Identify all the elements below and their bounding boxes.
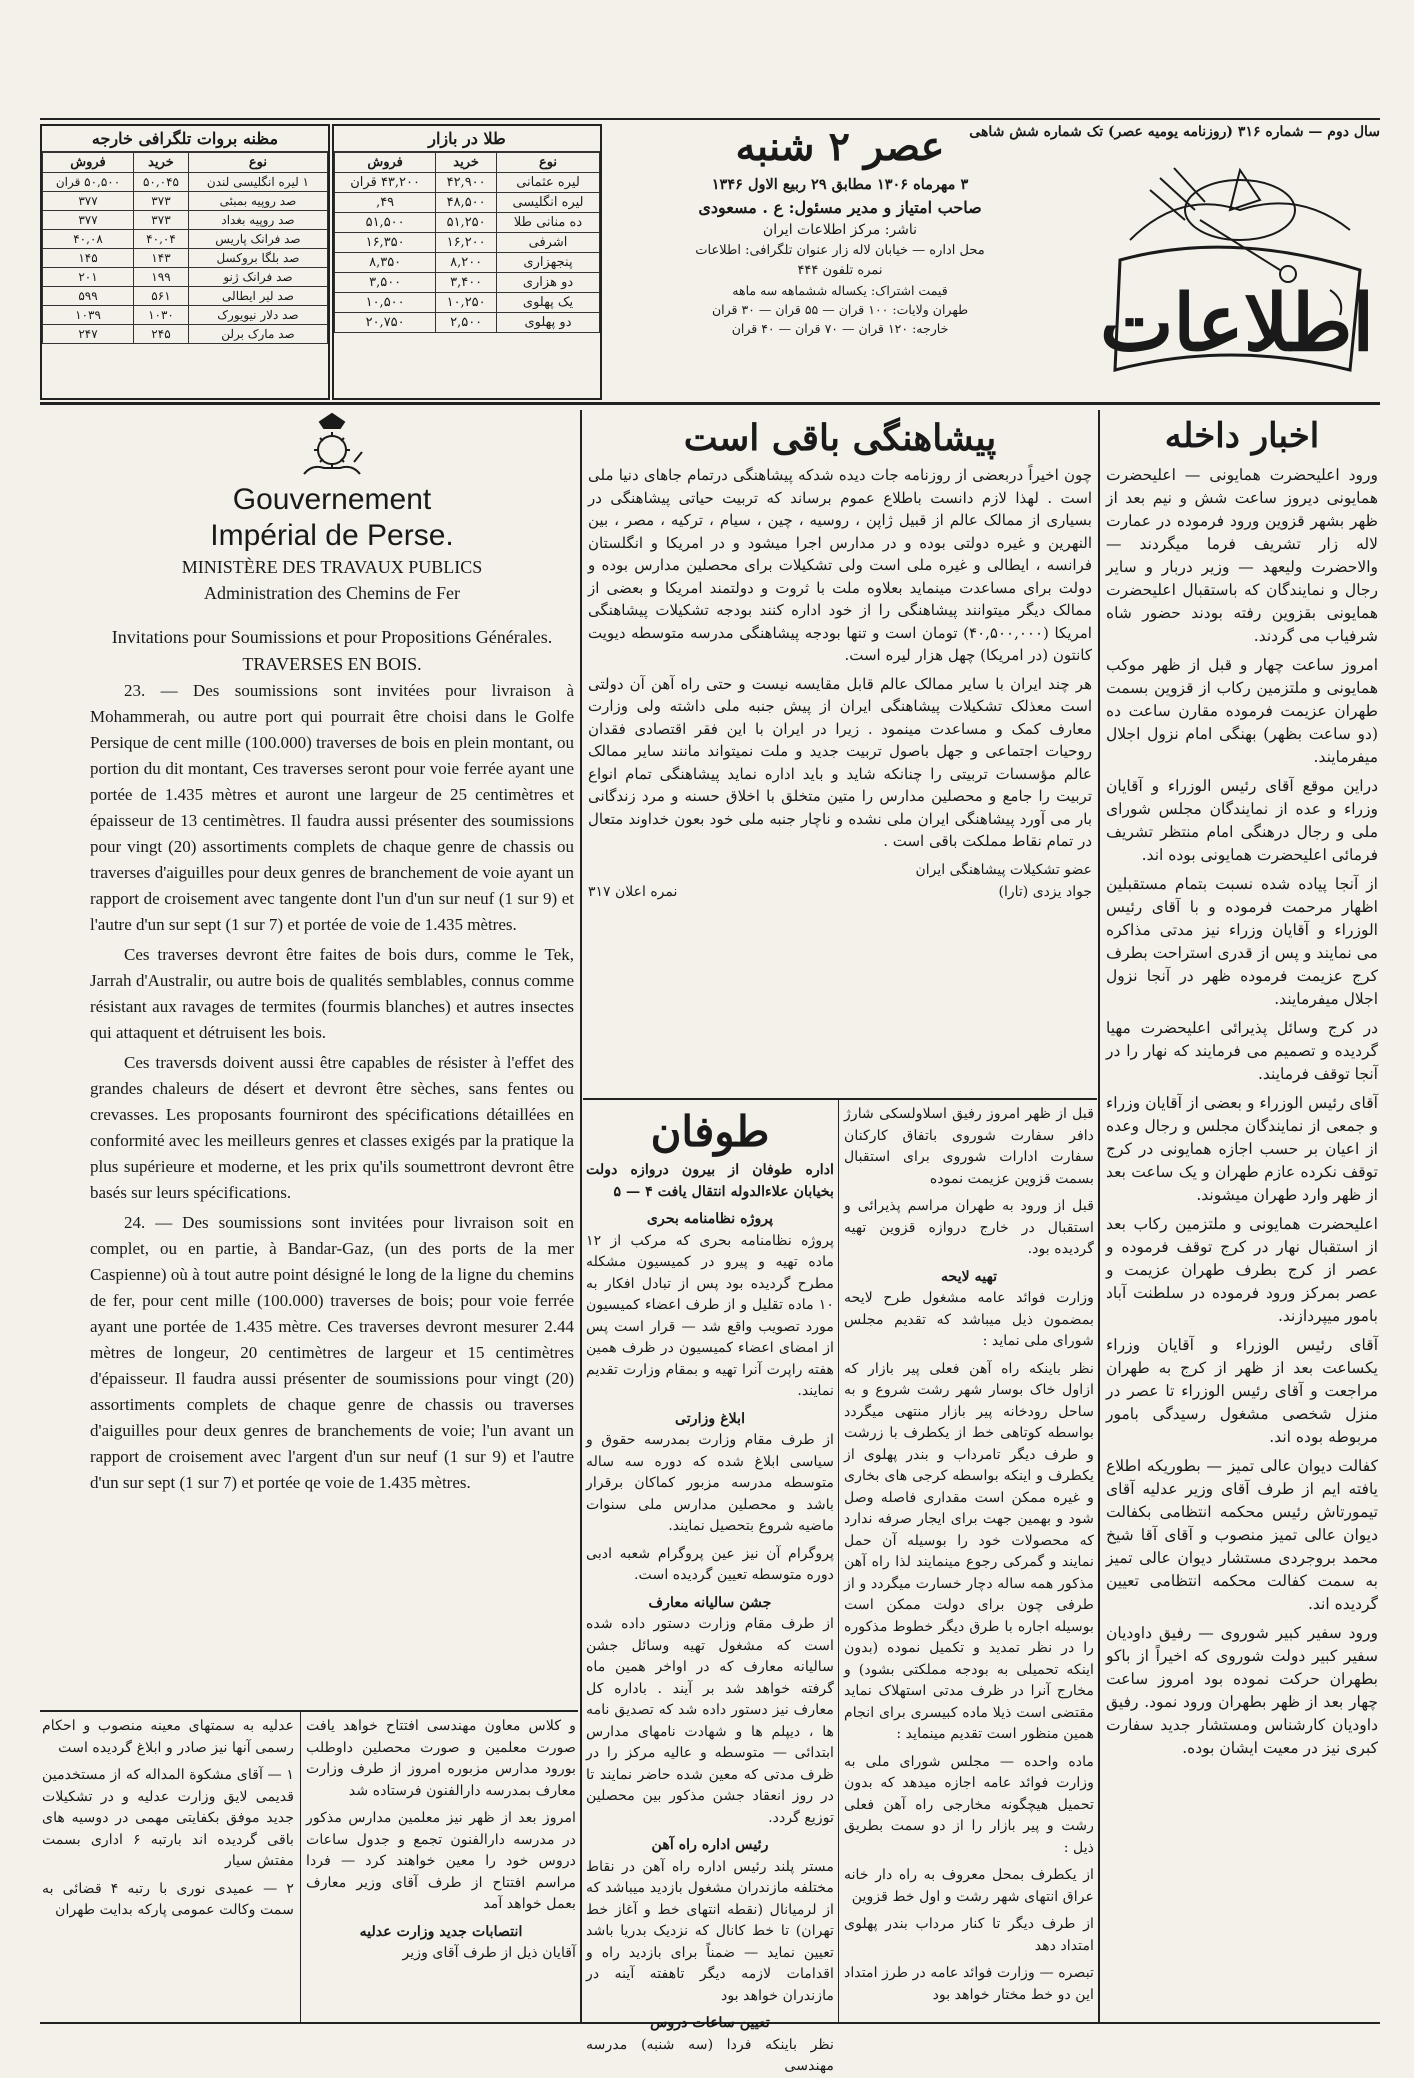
subheading: ابلاغ وزارتی xyxy=(674,1410,746,1427)
fr-paragraph: 23. — Des soumissions sont invitées pour livraison à Mohammerah, ou autre port qui pourrait être choisi dans le Golfe Persique de cent mille (100.000) traverses de bois en plein montant, ou portion du dit montant, Ces traverses seront pour voie ferrée ayant une portée de 1.435 mètres et auront une largeur de 25 centimètres et épaisseur de 13 centimètres. Il faudra aussi présenter des soumissions pour vingt (20) assortiments complets de chaque genre de chassis ou traverses d'aiguilles pour deux genres de branchement de voie ayant un rapport de croisement avec tangente dont l'un d'un sur neuf (1 sur 9) et l'autre d'un sur sept (1 sur 7) et portée de voie de 1.435 mètres. xyxy=(90,681,574,934)
cell: ۱۰,۵۰۰ xyxy=(335,293,436,313)
fr-paragraph: Ces traverses devront être faites de bois durs, comme le Tek, Jarrah d'Australir, ou autre bois de qualités semblables, connus comme résistant aux ravages de termites (fourmis blanches) et autres insectes qui attaquent et détruisent les bois. xyxy=(90,945,574,1042)
cell: ۲۴۵ xyxy=(134,325,189,344)
fx-market-title: مظنه بروات تلگرافی خارجه xyxy=(42,126,328,152)
fx-market-table xyxy=(42,152,328,344)
ad-number: نمره اعلان ۳۱۷ xyxy=(588,884,678,900)
domestic-news-title: اخبار داخله xyxy=(1164,416,1320,456)
col-header: فروش xyxy=(335,153,436,173)
french-notice xyxy=(90,412,574,1706)
railway-column xyxy=(844,1104,1094,2018)
fr-traverses: TRAVERSES EN BOIS. xyxy=(242,654,422,674)
article-paragraph: چون اخیراً دربعضی از روزنامه جات دیده شدکه پیشاهنگی درتمام جاهای دنیا ملی است . لهذا لازم دانست باطلاع عموم برساند که تربیت حیاتی پیشاهنگی در بسیاری از ممالک عالم از قبیل ژاپن ، روسیه ، چین ، سیام ، ترکیه ، مصر ، بین النهرین و غیره دولتی بوده و در مدارس اجرا میشود و در امریکا و انگلستان فرانسه ، ایطالی و غیره ملی است ولی تشکیلات برای محصلین مدارس بوده و دولت برای مساعدت مینماید بعلاوه ملت با ثروت و دولتمند امریکا و بعضی از ممالک دیگر میتوانند پیشاهنگی را از خود اداره کنند بودجه تشکیلات پیشاهنگی امریکا (۴۰,۵۰۰,۰۰۰) تومان است و تنها بودجه پیشاهنگی مدرسه متوسطه دیویت کانتون (در امریکا) چهل هزار لیره است. xyxy=(588,466,1092,664)
fr-ministry: MINISTÈRE DES TRAVAUX PUBLICS xyxy=(181,557,483,577)
fr-paragraph: Ces traversds doivent aussi être capables de résister à l'effet des grandes chaleurs de désert et devront être sèches, sans fentes ou crevasses. Les proposants fourniront des spécifications détaillées en conformité avec les meilleurs genres et classes exigés par la pratique la plus supérieure et moderne, et les prix qu'ils soumettront devront être basés sur leurs spécifications. xyxy=(90,1053,574,1202)
column-rule xyxy=(1098,410,1100,2022)
table-row xyxy=(335,193,600,213)
signature-member: عضو تشکیلات پیشاهنگی ایران xyxy=(915,861,1092,878)
article-paragraph: از طرف مقام وزارت بمدرسه حقوق و سیاسی ابلاغ شده که دوره سه ساله متوسطه مدرسه مزبور کماکان برقرار باشد و محصلین مدارس ملی سنوات ماضیه شروع بتحصیل نمایند. xyxy=(586,1432,834,1534)
gold-market-title: طلا در بازار xyxy=(334,126,600,152)
fr-admin: Administration des Chemins de Fer xyxy=(204,583,460,603)
masthead-info xyxy=(610,120,1070,338)
fx-market-box xyxy=(40,124,330,400)
news-paragraph: کفالت دیوان عالی تمیز — بطوریکه اطلاع یافته ایم از طرف آقای وزیر عدلیه آقای تیمورتاش رئیس محکمه انتظامی بکفالت دیوان عالی تمیز منصوب و آقای آقا شیخ محمد بروجردی مستشار دیوان عالی تمیز به سمت کفالت محکمه انتظامی تعیین گردیده اند. xyxy=(1106,1457,1378,1613)
table-row xyxy=(335,213,600,233)
subheading: تهیه لایحه xyxy=(940,1268,998,1285)
date-line: ۳ مهرماه ۱۳۰۶ مطابق ۲۹ ربیع الاول ۱۳۴۶ xyxy=(711,176,969,193)
cell: ۱۶,۳۵۰ xyxy=(335,233,436,253)
cell: پنجهزاری xyxy=(497,253,600,273)
subscription-abroad: خارجه: ۱۲۰ قران — ۷۰ قران — ۴۰ قران xyxy=(731,321,949,336)
table-row xyxy=(43,287,328,306)
cell: صد فرانک پاریس xyxy=(188,230,327,249)
article-paragraph: وزارت فوائد عامه مشغول طرح لایحه بمضمون ذیل میباشد که تقدیم مجلس شورای ملی نماید : xyxy=(844,1290,1094,1349)
cell: ۱۴۳ xyxy=(134,249,189,268)
news-paragraph: امروز ساعت چهار و قبل از ظهر موکب همایونی و ملتزمین رکاب از قزوین بسمت طهران عزیمت فرموده مقارن ساعت ده (دو ساعت بظهر) بهنگی امام نزول اجلال میفرمایند. xyxy=(1106,656,1378,766)
fr-imperial: Impérial de Perse. xyxy=(210,519,454,552)
section-rule xyxy=(583,1098,1097,1100)
cell: ۵۰,۵۰۰ قران xyxy=(43,173,134,192)
article-paragraph: و کلاس معاون مهندسی افتتاح خواهد یافت صورت معلمین و صورت محصلین داوطلب بورود مدارس مزبوره امروز از طرف وزارت معارف بمدرسه دارالفنون فرستاده شد xyxy=(306,1718,576,1799)
article-paragraph: آقایان ذیل از طرف آقای وزیر xyxy=(402,1945,576,1961)
section-rule xyxy=(40,1710,578,1712)
subheading: تعیین ساعات دروس xyxy=(650,2015,770,2031)
article-paragraph: نظر باینکه راه آهن فعلی پیر بازار که ازاول خاک بوسار شهر رشت شروع و به ساحل رودخانه پیر بازار منتهی میگردد بواسطه کوتاهی خط از یکطرف با زرشت و طرف دیگر تامرداب و بندر پهلوی از یکطرف و اینکه بواسطه کرجی های بخاری و غیره ممکن است مقداری فاصله وصل شود و بهمین جهت برای ایجار صرفه ندارد که محصولات خود را بوسیله آن حمل نمایند و گمرکی رجوع مینمایند لذا راه آهن مذکور همه ساله دچار خسارت میگردد و از طرفی چون برای دولت ممکن است بوسیله اجاره با طرق دیگر خطوط مذکوره را در نظر تمدید و تکمیل نموده (بدون اینکه تحمیلی به بودجه مملکتی بشود) و مخارج آنرا در ظرف مدتی استهلاک نماید مقتضی است ذیلا ماده کبیسری برای انجام همین منظور است تقدیم مینماید : xyxy=(844,1360,1094,1742)
article-paragraph: ۲ — عمیدی نوری با رتبه ۴ قضائی به سمت وکالت عمومی پارکه بدایت طهران xyxy=(42,1880,294,1918)
cell: لیره عثمانی xyxy=(497,173,600,193)
cell: صد روپیه بمبئی xyxy=(188,192,327,211)
cell: ۸,۳۵۰ xyxy=(335,253,436,273)
news-paragraph: در کرج وسائل پذیرائی اعلیحضرت مهیا گردیده و تصمیم می فرمایند که نهار را در آنجا توقف فرمایند. xyxy=(1106,1019,1378,1083)
cell: صد بلگا بروکسل xyxy=(188,249,327,268)
cell: صد دلار نیویورک xyxy=(188,306,327,325)
table-row xyxy=(43,306,328,325)
scouts-article xyxy=(588,412,1092,1094)
subheading: انتصابات جدید وزارت عدلیه xyxy=(359,1923,523,1940)
table-row xyxy=(335,233,600,253)
cell: ۱۰۳۹ xyxy=(43,306,134,325)
toufan-notice: اداره طوفان از بیرون دروازه دولت بخیابان علاءالدوله انتقال یافت ۴ — ۵ xyxy=(586,1162,834,1200)
masthead-bottom-rule xyxy=(40,402,1380,405)
domestic-news-column xyxy=(1106,412,1378,2018)
column-rule xyxy=(838,1100,839,2022)
day-title: عصر ۲ شنبه xyxy=(735,123,945,170)
news-paragraph: آقای رئیس الوزراء و آقایان وزراء یکساعت بعد از ظهر از کرج به طهران مراجعت و آقای رئیس الوزراء تا عصر در منزل شخصی مشغول رسیدگی بامور مربوطه بوده اند. xyxy=(1106,1336,1378,1446)
article-paragraph: تبصره — وزارت فوائد عامه در طرز امتداد این دو خط مختار خواهد بود xyxy=(844,1965,1094,2003)
article-paragraph: مستر پلند رئیس اداره راه آهن در نقاط مختلفه مازندران مشغول بازدید میباشد که از لرمیانال (نقطه انتهای خط و آغاز خط تهران) تا خط کانال که نزدیک بدریا باشد تعیین نماید — ضمناً برای بازدید راه و اقدامات لازمه دیگر تاهفته آینه در مازندران خواهد بود xyxy=(586,1858,834,2004)
cell: صد فرانک ژنو xyxy=(188,268,327,287)
article-paragraph: قبل از ورود به طهران مراسم پذیرائی و استقبال در خارج دروازه قزوین تهیه گردیده بود. xyxy=(844,1198,1094,1257)
table-row xyxy=(335,173,600,193)
col-header: خرید xyxy=(436,153,497,173)
article-paragraph: پروژه نظامنامه بحری که مرکب از ۱۲ ماده تهیه و پیرو در کمیسیون مشکله مطرح گردیده بود پس از تبادل افکار به ۱۰ ماده تقلیل و از طرف اعضاء کمیسیون مورد تصویب واقع شد — قرار است پس از امضای اعضاء کمیسیون در ظرف همین هفته راپرت آنرا تهیه و بمقام وزارت تقدیم نمایند. xyxy=(586,1232,834,1399)
fr-paragraph: 24. — Des soumissions sont invitées pour livraison soit en complet, ou en partie, à Bandar-Gaz, (un des ports de la mer Caspienne) où à tout autre point désigné le long de la ligne du chemins de fer, pour cent mille (100.000) traverses de bois; pour voie ferrée ayant une portée de 1.435 mètre. Ces traverses devront mesurer 2.44 mètres de longeur, 20 centimètres de largeur et 15 centimètres d'épaisseur. Il faudra aussi présenter de soumissions pour vingt (20) assortiments complets de chaque genre de chassis ou traverses d'aiguilles pour deux genres de branchements de voie; l'un avant un rapport de croisement avec l'argent d'un sur neuf (1 sur 9) et l'autre d'un sur sept (1 sur 7) et portée qe voie de 1.435 mètres. xyxy=(90,1213,574,1492)
logo xyxy=(1090,150,1375,400)
cell: ۴۲,۹۰۰ xyxy=(436,173,497,193)
cell: دو هزاری xyxy=(497,273,600,293)
cell: اشرفی xyxy=(497,233,600,253)
cell: ۴۰,۰۸ xyxy=(43,230,134,249)
cell: ۳۷۷ xyxy=(43,192,134,211)
col-header: نوع xyxy=(497,153,600,173)
scouts-signature-line xyxy=(588,881,1092,904)
cell: ۱۶,۲۰۰ xyxy=(436,233,497,253)
table-row xyxy=(43,230,328,249)
news-paragraph: ورود اعلیحضرت همایونی — اعلیحضرت همایونی دیروز ساعت شش و نیم بعد از ظهر بشهر قزوین ورود فرموده در عمارت لاله زار تشریف فرما میگردند — والاحضرت ولیعهد — وزیر دربار و سایر رجال و نمایندگان که باستقبال اعلیحضرت همایونی بقزوین رفته بودند حضور شاه شرفیاب می گردند. xyxy=(1106,466,1378,645)
cell: ۴۳,۲۰۰ قران xyxy=(335,173,436,193)
column-rule xyxy=(580,410,582,2022)
article-paragraph: از طرف دیگر تا کنار مرداب بندر پهلوی امتداد دهد xyxy=(844,1916,1094,1954)
cell: ۴۰,۰۴ xyxy=(134,230,189,249)
cell: ۳۷۷ xyxy=(43,211,134,230)
col-header: نوع xyxy=(188,153,327,173)
article-paragraph: هر چند ایران با سایر ممالک عالم قابل مقایسه نیست و حتی راه آهن آن دولتی است معذلک تشکیلات پیشاهنگی ایران از پیش جنبه ملی داشته ولی وزارت معارف کمک و مساعدت مینمود . زیرا در ایران با این فقر اقتصادی فقدان روحیات اجتماعی و جهل باصول تربیت جدید و ملت نمیتواند مانند سایر ممالک عالم مؤسسات تربیتی را چنانکه شاید و باید اداره نماید پیشاهنگی تمام انواع تربیت را جامع و محصلین مدارس را متین متخلق با اخلاق حسنه و مرد زندگانی بار می آورد پیشاهنگی ایران ملی نشده و ناچار جنبه ملی خود بعون خداوند متعال در تمام نقاط مملکت باقی است . xyxy=(588,674,1092,850)
series-line: سال دوم — شماره ۳۱۶ (روزنامه یومیه عصر) تک شماره شش شاهی xyxy=(969,124,1380,140)
cell: صد لیر ایطالی xyxy=(188,287,327,306)
table-row xyxy=(43,173,328,192)
article-paragraph: امروز بعد از ظهر نیز معلمین مدارس مذکور در مدرسه دارالفنون تجمع و جدول ساعات دروس خود را معین خواهند کرد — فردا مراسم افتتاح از طرف آقای وزیر معارف بعمل خواهد آمد xyxy=(306,1810,576,1912)
signature-name: جواد یزدی (تارا) xyxy=(998,884,1092,900)
lion-and-sun-emblem xyxy=(292,412,372,482)
cell: ۲۰,۷۵۰ xyxy=(335,313,436,333)
winged-herald-logo xyxy=(1090,150,1375,400)
cell: ۵۰,۰۴۵ xyxy=(134,173,189,192)
cell: ده منانی طلا xyxy=(497,213,600,233)
scouts-signature xyxy=(588,859,1092,882)
cell: صد روپیه بغداد xyxy=(188,211,327,230)
article-paragraph: ماده واحده — مجلس شورای ملی به وزارت فوائد عامه اجازه میدهد که بدون تحمیل هیچگونه مخارجی راه آهن فعلی رشت و پیر بازار را از دو سمت بطریق ذیل : xyxy=(844,1753,1094,1856)
fr-gov: Gouvernement xyxy=(232,483,432,516)
table-row xyxy=(43,211,328,230)
article-paragraph: از طرف مقام وزارت دستور داده شده است که مشغول تهیه وسائل جشن سالیانه معارف که در اواخر همین ماه گرفته خواهد شد بر آیند . باداره کل معارف نیز دستور داده شد که تصدیق نامه ها ، دیپلم ها و شهادت نامهای مدارس ابتدائی — متوسطه و عالیه مرکز را در ظرف مدتی که معین شده حاضر نمایند تا در روز انعقاد جشن مذکور بین محصلین توزیع گردد. xyxy=(586,1616,834,1826)
column-rule xyxy=(300,1712,301,2022)
cell: ۳۷۳ xyxy=(134,211,189,230)
owner-line: صاحب امتیاز و مدیر مسئول: ع . مسعودی xyxy=(698,198,982,217)
toufan-column xyxy=(586,1104,834,2074)
cell: ۵۱,۲۵۰ xyxy=(436,213,497,233)
office-line: محل اداره — خیابان لاله زار عنوان تلگرافی: اطلاعات xyxy=(695,243,985,258)
article-paragraph: عدلیه به سمتهای معینه منصوب و احکام رسمی آنها نیز صادر و ابلاغ گردیده است xyxy=(42,1718,294,1756)
cell: ۳,۴۰۰ xyxy=(436,273,497,293)
phone-line: نمره تلفون ۴۴۴ xyxy=(797,263,883,278)
logo-text: اطلاعات xyxy=(1099,278,1375,369)
article-paragraph: ۱ — آقای مشکوة المداله که از مستخدمین قدیمی لایق وزارت عدلیه و در تشکیلات جدید موفق بکفایتی مهمی در دوسیه های باقی گردیده اند بارتبه ۶ اداری بسمت مفتش سیار xyxy=(42,1767,294,1869)
fr-body xyxy=(90,678,574,1496)
cell: ۲۴۷ xyxy=(43,325,134,344)
emblem-area xyxy=(90,412,574,482)
gold-market-table xyxy=(334,152,600,333)
fr-invitations: Invitations pour Soumissions et pour Propositions Générales. xyxy=(111,627,553,647)
bottom-left-a xyxy=(306,1716,576,2016)
news-paragraph: از آنجا پیاده شده نسبت بتمام مستقبلین اظهار مرحمت فرموده و با آقای رئیس الوزراء و آقایان وزراء نیز مدتی مذاکره می نمایند و پس از قدری استراحت بطرف کرج عزیمت فرموده ظهر در آنجا نزول اجلال میفرمایند. xyxy=(1106,875,1378,1008)
subscription-tehran: طهران ولایات: ۱۰۰ قران — ۵۵ قران — ۳۰ قران xyxy=(711,302,969,317)
article-paragraph: از یکطرف بمحل معروف به راه دار خانه عراق انتهای شهر رشت و اول خط قزوین xyxy=(844,1867,1094,1905)
table-row xyxy=(335,273,600,293)
subheading: جشن سالیانه معارف xyxy=(648,1594,772,1611)
scouts-title: پیشاهنگی باقی است xyxy=(683,417,997,459)
cell: ۲,۵۰۰ xyxy=(436,313,497,333)
col-header: خرید xyxy=(134,153,189,173)
subheading: پروژه نظامنامه بحری xyxy=(646,1211,774,1227)
news-paragraph: ورود سفیر کبیر شوروی — رفیق داودیان سفیر کبیر دولت شوروی که اخیراً از باکو بطهران حرکت نموده بود امروز ساعت چهار بعد از ظهر بطهران ورود نمود. رفیق داودیان کارشناس ومستشار جدید سفارت کبری نیز در معیت ایشان بوده. xyxy=(1106,1624,1378,1757)
cell: ۳,۵۰۰ xyxy=(335,273,436,293)
table-row xyxy=(335,313,600,333)
article-paragraph: قبل از ظهر امروز رفیق اسلاولسکی شارژ دافر سفارت شوروی باتفاق کارکنان سفارت ادارات شوروی برای استقبال بسمت قزوین عزیمت نموده xyxy=(844,1106,1094,1187)
table-row xyxy=(43,249,328,268)
cell: ۴۹, xyxy=(335,193,436,213)
subscription-header: قیمت اشتراک: یکساله ششماهه سه ماهه xyxy=(732,283,948,298)
subheading: رئیس اداره راه آهن xyxy=(651,1837,769,1853)
cell: ۳۷۳ xyxy=(134,192,189,211)
article-paragraph: نظر باینکه فردا (سه شنبه) مدرسه مهندسی xyxy=(586,2036,834,2074)
article-paragraph: پروگرام آن نیز عین پروگرام شعبه ادبی دوره متوسطه تعیین گردیده است. xyxy=(586,1545,834,1583)
table-row xyxy=(335,253,600,273)
news-paragraph: آقای رئیس الوزراء و بعضی از آقایان وزراء و جمعی از نمایندگان مجلس و رجال وعده از اعیان بر حسب اجازه همایونی در کرج توقف نکرده عازم طهران و یک ساعت بعد از ظهر وارد طهران میشوند. xyxy=(1106,1094,1378,1204)
cell: ۲۰۱ xyxy=(43,268,134,287)
cell: دو پهلوی xyxy=(497,313,600,333)
cell: ۸,۲۰۰ xyxy=(436,253,497,273)
news-paragraph: دراین موقع آقای رئیس الوزراء و آقایان وزراء و عده از نمایندگان مجلس شورای ملی و رجال درهنگی امام منتظر تشریف فرمائی اعلیحضرت همایونی بوده اند. xyxy=(1106,777,1378,864)
publisher-line: ناشر: مرکز اطلاعات ایران xyxy=(762,222,918,238)
cell: ۱۰,۲۵۰ xyxy=(436,293,497,313)
cell: ۱۰۳۰ xyxy=(134,306,189,325)
col-header: فروش xyxy=(43,153,134,173)
gold-market-box xyxy=(332,124,602,400)
news-paragraph: اعلیحضرت همایونی و ملتزمین رکاب بعد از استقبال نهار در کرج توقف فرموده و عصر از کرج بطرف طهران عزیمت و عصر بمرکز ورود فرموده در سلطنت آباد بامور میپردازند. xyxy=(1106,1215,1378,1325)
table-row xyxy=(43,268,328,287)
cell: یک پهلوی xyxy=(497,293,600,313)
cell: صد مارک برلن xyxy=(188,325,327,344)
cell: ۵۶۱ xyxy=(134,287,189,306)
cell: ۱۴۵ xyxy=(43,249,134,268)
toufan-title: طوفان xyxy=(650,1107,770,1156)
cell: ۵۹۹ xyxy=(43,287,134,306)
table-row xyxy=(43,192,328,211)
bottom-left-b xyxy=(42,1716,294,2016)
table-row xyxy=(335,293,600,313)
table-row xyxy=(43,325,328,344)
cell: ۱۹۹ xyxy=(134,268,189,287)
cell: ۴۸,۵۰۰ xyxy=(436,193,497,213)
cell: ۵۱,۵۰۰ xyxy=(335,213,436,233)
cell: ۱ لیره انگلیسی لندن xyxy=(188,173,327,192)
cell: لیره انگلیسی xyxy=(497,193,600,213)
